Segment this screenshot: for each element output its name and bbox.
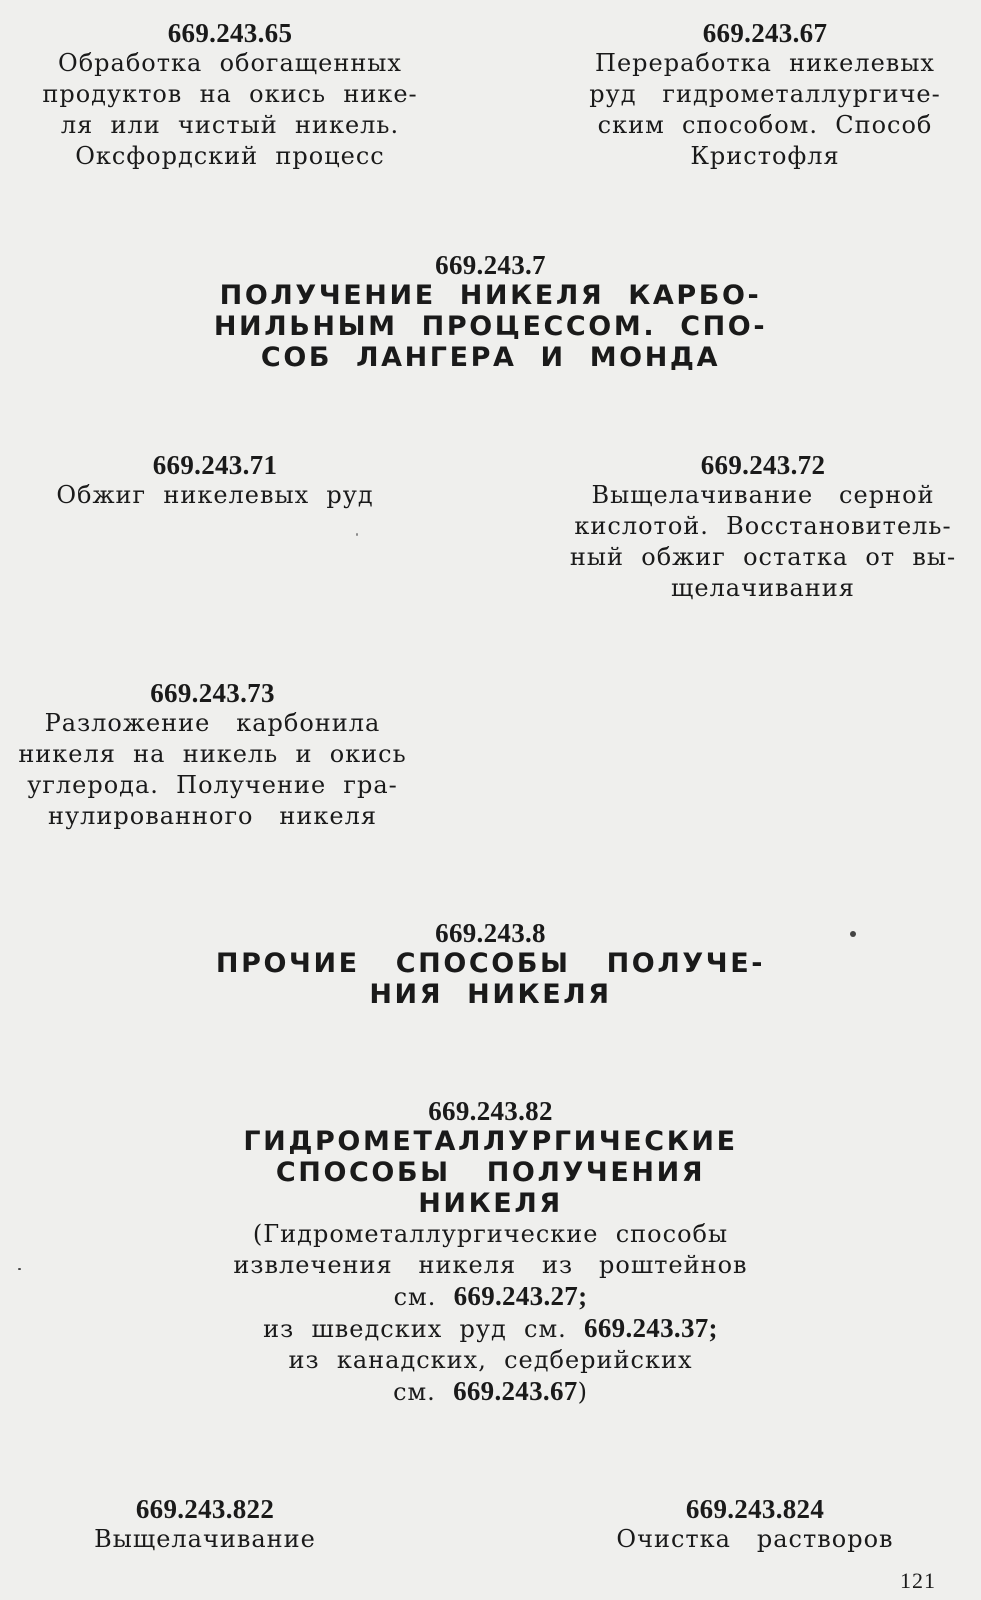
section-note-line	[0, 1281, 981, 1313]
note-text: см.	[393, 1283, 454, 1311]
section-669-243-7	[0, 250, 981, 373]
entry-code: 669.243.73	[150, 678, 275, 708]
note-text: )	[577, 1378, 588, 1406]
note-text: из шведских руд см.	[263, 1315, 585, 1343]
entry-line: ля или чистый никель.	[60, 111, 400, 139]
entry-669-243-71	[0, 450, 430, 511]
section-note-line	[0, 1313, 981, 1345]
page-number: 121	[900, 1568, 936, 1593]
entry-line: продуктов на окись нике-	[42, 80, 418, 108]
section-note-line: (Гидрометаллургические способы	[252, 1220, 729, 1248]
section-code: 669.243.7	[435, 250, 546, 280]
entry-line: Разложение карбонила	[44, 709, 381, 737]
section-669-243-82	[0, 1096, 981, 1408]
section-title-line: НИЛЬНЫМ ПРОЦЕССОМ. СПО-	[213, 311, 768, 342]
section-title-line: НИКЕЛЯ	[418, 1188, 563, 1219]
section-title-line: ГИДРОМЕТАЛЛУРГИЧЕСКИЕ	[243, 1126, 738, 1157]
section-note-line: из канадских, седберийских	[288, 1346, 693, 1374]
entry-line: Выщелачивание	[94, 1525, 316, 1553]
entry-669-243-822	[0, 1494, 410, 1555]
entry-line: нулированного никеля	[48, 802, 377, 830]
section-note-line: извлечения никеля из роштейнов	[233, 1251, 748, 1279]
entry-line: щелачивания	[671, 574, 855, 602]
entry-line: Кристофля	[690, 142, 840, 170]
entry-code: 669.243.71	[152, 450, 278, 480]
section-title-line: ПРОЧИЕ СПОСОБЫ ПОЛУЧЕ-	[215, 948, 766, 979]
entry-line: углерода. Получение гра-	[27, 771, 398, 799]
section-title-line: СПОСОБЫ ПОЛУЧЕНИЯ	[275, 1157, 706, 1188]
entry-669-243-824	[545, 1494, 965, 1555]
section-title-line: ПОЛУЧЕНИЕ НИКЕЛЯ КАРБО-	[219, 280, 762, 311]
print-speck	[356, 533, 358, 536]
section-note-line	[0, 1376, 981, 1408]
entry-line: ским способом. Способ	[597, 111, 933, 139]
entry-code: 669.243.72	[700, 450, 826, 480]
section-title-line: СОБ ЛАНГЕРА И МОНДА	[260, 342, 721, 373]
entry-line: Обжиг никелевых руд	[56, 481, 374, 509]
entry-line: кислотой. Восстановитель-	[574, 512, 952, 540]
entry-line: никеля на никель и окись	[18, 740, 407, 768]
entry-code: 669.243.822	[135, 1494, 275, 1524]
entry-line: руд гидрометаллургиче-	[589, 80, 941, 108]
entry-669-243-73	[0, 678, 425, 832]
entry-line: Выщелачивание серной	[591, 481, 935, 509]
cross-reference: 669.243.27;	[453, 1281, 588, 1311]
section-title-line: НИЯ НИКЕЛЯ	[369, 979, 612, 1010]
cross-reference: 669.243.37;	[584, 1313, 718, 1343]
entry-669-243-67	[550, 18, 980, 172]
section-code: 669.243.8	[435, 918, 546, 948]
entry-line: Очистка растворов	[616, 1525, 894, 1553]
entry-code: 669.243.67	[702, 18, 828, 48]
note-text: см.	[393, 1378, 454, 1406]
entry-line: Переработка никелевых	[595, 49, 935, 77]
entry-line: ный обжиг остатка от вы-	[569, 543, 957, 571]
entry-code: 669.243.824	[685, 1494, 825, 1524]
section-669-243-8	[0, 918, 981, 1010]
entry-669-243-65	[10, 18, 450, 172]
print-speck	[18, 1268, 21, 1270]
section-code: 669.243.82	[428, 1096, 553, 1126]
entry-line: Оксфордский процесс	[75, 142, 385, 170]
print-speck	[850, 931, 856, 937]
entry-669-243-72	[545, 450, 981, 604]
entry-code: 669.243.65	[167, 18, 293, 48]
entry-line: Обработка обогащенных	[58, 49, 402, 77]
cross-reference: 669.243.67	[453, 1376, 578, 1406]
